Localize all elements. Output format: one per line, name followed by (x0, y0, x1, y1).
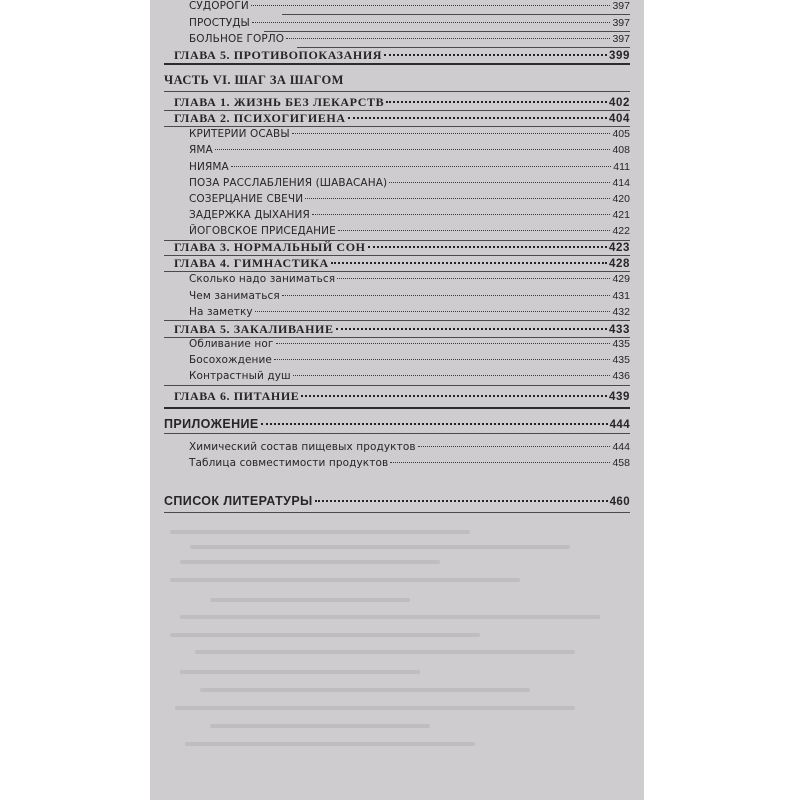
dot-leader (274, 358, 610, 360)
dot-leader (418, 445, 611, 447)
dot-leader (389, 181, 610, 183)
toc-entry (164, 0, 630, 12)
entry-page: 397 (612, 17, 630, 29)
chapter-title: ГЛАВА 5. ПРОТИВОПОКАЗАНИЯ (174, 48, 383, 62)
chapter-divider (164, 126, 630, 127)
chapter-page: 439 (609, 391, 630, 403)
entry-title: ПОЗА РАССЛАБЛЕНИЯ (ШАВАСАНА) (189, 177, 388, 189)
dot-leader (282, 294, 611, 296)
references-page: 460 (609, 496, 630, 508)
appendix-title: ПРИЛОЖЕНИЕ (164, 417, 259, 431)
entry-page: 431 (612, 290, 630, 302)
toc-chapter (164, 322, 630, 337)
entry-page: 422 (612, 225, 630, 237)
dot-leader (231, 165, 611, 167)
entry-title: Босохождение (189, 354, 272, 366)
entry-page: 405 (612, 128, 630, 140)
entry-page: 420 (612, 193, 630, 205)
entry-title: СОЗЕРЦАНИЕ СВЕЧИ (189, 193, 304, 205)
entry-page: 435 (612, 354, 630, 366)
chapter-page: 402 (609, 97, 630, 109)
toc-entry (164, 177, 630, 189)
toc-chapter (164, 95, 630, 110)
chapter-page: 428 (609, 258, 630, 270)
dot-leader (301, 394, 607, 397)
section-divider (164, 512, 630, 513)
entry-title: ЯМА (189, 144, 213, 156)
dot-leader (255, 310, 611, 312)
toc-entry (164, 193, 630, 205)
entry-page: 397 (612, 33, 630, 45)
entry-title: Обливание ног (189, 338, 274, 350)
dot-leader (331, 261, 607, 264)
toc-entry (164, 17, 630, 29)
chapter-title: ГЛАВА 1. ЖИЗНЬ БЕЗ ЛЕКАРСТВ (174, 95, 385, 109)
toc-entry (164, 306, 630, 318)
dot-leader (315, 499, 608, 502)
toc-chapter (164, 111, 630, 126)
entry-title: КРИТЕРИИ ОСАВЫ (189, 128, 290, 140)
chapter-divider (164, 385, 630, 386)
chapter-title: ГЛАВА 6. ПИТАНИЕ (174, 389, 300, 403)
toc-entry (164, 441, 630, 453)
entry-page: 408 (612, 144, 630, 156)
dot-leader (368, 245, 607, 248)
dot-leader (338, 229, 611, 231)
entry-page: 432 (612, 306, 630, 318)
dot-leader (286, 37, 610, 39)
entry-title: Чем заниматься (189, 290, 280, 302)
toc-entry (164, 209, 630, 221)
section-divider (164, 63, 630, 65)
entry-title: СУДОРОГИ (189, 0, 249, 12)
entry-underline (264, 31, 630, 32)
toc-entry (164, 161, 630, 173)
toc-chapter (164, 240, 630, 255)
references-title: СПИСОК ЛИТЕРАТУРЫ (164, 494, 313, 508)
section-divider (164, 433, 630, 434)
chapter-page: 433 (609, 324, 630, 336)
entry-underline (282, 14, 630, 15)
dot-leader (215, 148, 611, 150)
chapter-page: 404 (609, 113, 630, 125)
entry-page: 414 (612, 177, 630, 189)
entry-title: ПРОСТУДЫ (189, 17, 250, 29)
entry-page: 444 (612, 441, 630, 453)
toc-entry (164, 370, 630, 382)
entry-title: Таблица совместимости продуктов (189, 457, 389, 469)
dot-leader (261, 422, 608, 425)
toc-chapter (164, 389, 630, 404)
dot-leader (252, 21, 611, 23)
dot-leader (312, 213, 611, 215)
entry-title: НИЯМА (189, 161, 229, 173)
toc-entry (164, 128, 630, 140)
chapter-title: ГЛАВА 4. ГИМНАСТИКА (174, 256, 329, 270)
entry-title: Сколько надо заниматься (189, 273, 336, 285)
chapter-divider (164, 271, 630, 272)
entry-page: 421 (612, 209, 630, 221)
entry-page: 429 (612, 273, 630, 285)
book-page (150, 0, 644, 800)
dot-leader (293, 374, 611, 376)
toc-entry (164, 457, 630, 469)
chapter-divider (164, 320, 630, 321)
toc-entry (164, 273, 630, 285)
chapter-title: ГЛАВА 2. ПСИХОГИГИЕНА (174, 111, 346, 125)
entry-page: 411 (613, 161, 630, 173)
dot-leader (337, 277, 610, 279)
toc-entry (164, 290, 630, 302)
entry-page: 397 (612, 0, 630, 12)
entry-title: ЗАДЕРЖКА ДЫХАНИЯ (189, 209, 310, 221)
section-divider (164, 407, 630, 409)
toc-entry (164, 144, 630, 156)
entry-title: ЙОГОВСКОЕ ПРИСЕДАНИЕ (189, 225, 336, 237)
dot-leader (305, 197, 610, 199)
toc-entry (164, 354, 630, 366)
entry-title: Контрастный душ (189, 370, 291, 382)
toc-references (164, 494, 630, 508)
toc-appendix (164, 417, 630, 431)
toc-entry (164, 338, 630, 350)
dot-leader (336, 327, 607, 330)
dot-leader (251, 4, 611, 6)
dot-leader (292, 132, 611, 134)
entry-title: БОЛЬНОЕ ГОРЛО (189, 33, 285, 45)
entry-page: 436 (612, 370, 630, 382)
entry-title: Химический состав пищевых продуктов (189, 441, 416, 453)
dot-leader (384, 53, 607, 56)
entry-title: На заметку (189, 306, 253, 318)
toc-entry (164, 225, 630, 237)
entry-page: 458 (612, 457, 630, 469)
toc-chapter (164, 48, 630, 63)
toc-part-heading (164, 73, 630, 88)
toc-entry (164, 33, 630, 45)
dot-leader (386, 100, 607, 103)
dot-leader (348, 116, 607, 119)
appendix-page: 444 (609, 419, 630, 431)
part-title: ЧАСТЬ VI. ШАГ ЗА ШАГОМ (164, 73, 344, 87)
chapter-page: 423 (609, 242, 630, 254)
dot-leader (276, 342, 611, 344)
chapter-title: ГЛАВА 3. НОРМАЛЬНЫЙ СОН (174, 240, 366, 254)
entry-page: 435 (612, 338, 630, 350)
dot-leader (390, 461, 610, 463)
chapter-page: 399 (609, 50, 630, 62)
toc-chapter (164, 256, 630, 271)
section-divider (164, 91, 630, 92)
chapter-title: ГЛАВА 5. ЗАКАЛИВАНИЕ (174, 322, 334, 336)
